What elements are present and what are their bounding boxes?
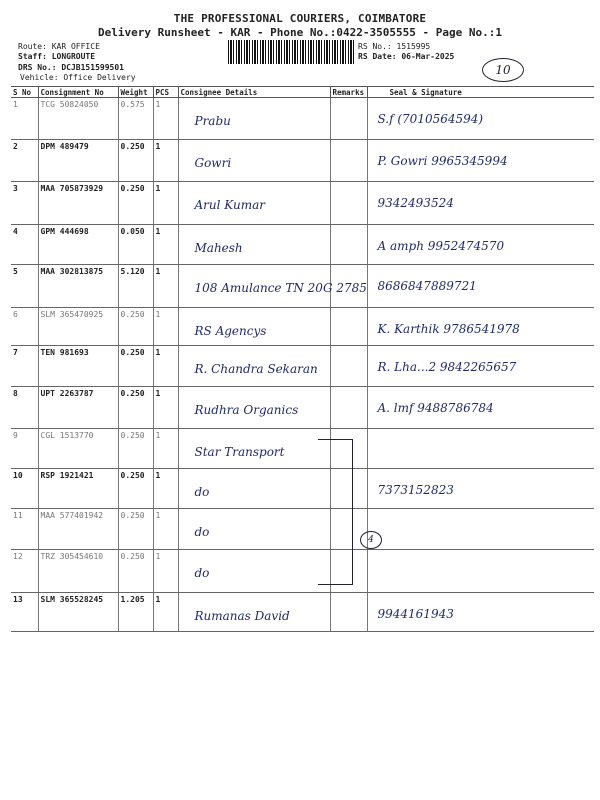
signature-text: S.f (7010564594) <box>377 112 484 126</box>
grouping-bracket <box>318 439 353 585</box>
column-header: Consignment No <box>38 87 118 98</box>
weight-cell: 0.250 <box>118 429 153 469</box>
barcode <box>228 40 356 64</box>
column-header: S No <box>11 87 38 98</box>
remarks-cell <box>330 308 367 346</box>
pieces-cell: 1 <box>153 140 178 182</box>
signature-text: A. lmf 9488786784 <box>377 401 494 415</box>
circled-page-count: 10 <box>482 58 524 82</box>
consignment-number-cell: TEN 981693 <box>38 346 118 387</box>
consignee-cell <box>178 509 330 550</box>
table-row <box>11 98 594 140</box>
remarks-cell <box>330 593 367 632</box>
serial-number-cell: 6 <box>11 308 38 346</box>
signature-cell <box>367 182 594 225</box>
signature-cell <box>367 140 594 182</box>
consignee-cell <box>178 225 330 265</box>
serial-number-cell: 12 <box>11 550 38 593</box>
serial-number-cell: 8 <box>11 387 38 429</box>
signature-cell <box>367 98 594 140</box>
table-row <box>11 429 594 469</box>
table-row <box>11 225 594 265</box>
pieces-cell: 1 <box>153 429 178 469</box>
serial-number-cell: 4 <box>11 225 38 265</box>
pieces-cell: 1 <box>153 509 178 550</box>
consignment-number-cell: RSP 1921421 <box>38 469 118 509</box>
grouping-count: 4 <box>360 531 382 549</box>
table-row <box>11 140 594 182</box>
pieces-cell: 1 <box>153 225 178 265</box>
signature-text: 9944161943 <box>377 607 454 621</box>
consignee-cell <box>178 346 330 387</box>
signature-text: 8686847889721 <box>377 279 477 293</box>
serial-number-cell: 3 <box>11 182 38 225</box>
runsheet-table <box>11 86 594 632</box>
pieces-cell: 1 <box>153 265 178 308</box>
serial-number-cell: 2 <box>11 140 38 182</box>
table-header-row <box>11 87 594 98</box>
consignment-number-cell: MAA 577401942 <box>38 509 118 550</box>
signature-cell <box>367 308 594 346</box>
runsheet-subtitle: Delivery Runsheet - KAR - Phone No.:0422-3505555 - Page No.:1 <box>98 26 502 39</box>
weight-cell: 0.250 <box>118 182 153 225</box>
consignee-cell <box>178 469 330 509</box>
table-row <box>11 182 594 225</box>
weight-cell: 0.250 <box>118 346 153 387</box>
signature-text: K. Karthik 9786541978 <box>377 322 520 336</box>
serial-number-cell: 9 <box>11 429 38 469</box>
remarks-cell <box>330 346 367 387</box>
consignee-name: Rumanas David <box>194 609 290 623</box>
column-header: Remarks <box>330 87 367 98</box>
pieces-cell: 1 <box>153 308 178 346</box>
weight-cell: 0.250 <box>118 550 153 593</box>
pieces-cell: 1 <box>153 469 178 509</box>
consignee-name: do <box>194 485 210 499</box>
signature-cell <box>367 346 594 387</box>
consignee-cell <box>178 387 330 429</box>
consignment-number-cell: GPM 444698 <box>38 225 118 265</box>
signature-cell <box>367 429 594 469</box>
weight-cell: 1.205 <box>118 593 153 632</box>
consignee-cell <box>178 140 330 182</box>
signature-cell <box>367 550 594 593</box>
serial-number-cell: 10 <box>11 469 38 509</box>
serial-number-cell: 7 <box>11 346 38 387</box>
remarks-cell <box>330 225 367 265</box>
pieces-cell: 1 <box>153 387 178 429</box>
pieces-cell: 1 <box>153 593 178 632</box>
column-header: PCS <box>153 87 178 98</box>
route-label: Route: KAR OFFICE <box>18 42 100 51</box>
column-header: Consignee Details <box>178 87 330 98</box>
consignment-number-cell: TRZ 305454610 <box>38 550 118 593</box>
consignment-number-cell: SLM 365528245 <box>38 593 118 632</box>
staff-label: Staff: LONGROUTE <box>18 52 96 61</box>
signature-cell <box>367 593 594 632</box>
consignee-name: do <box>194 566 210 580</box>
serial-number-cell: 13 <box>11 593 38 632</box>
signature-cell <box>367 225 594 265</box>
pieces-cell: 1 <box>153 98 178 140</box>
vehicle-label: Vehicle: Office Delivery <box>20 73 136 82</box>
remarks-cell <box>330 140 367 182</box>
serial-number-cell: 1 <box>11 98 38 140</box>
rs-number: RS No.: 1515995 <box>358 42 431 51</box>
weight-cell: 0.250 <box>118 387 153 429</box>
signature-text: R. Lha...2 9842265657 <box>377 360 517 374</box>
table-row <box>11 346 594 387</box>
signature-cell <box>367 509 594 550</box>
pieces-cell: 1 <box>153 182 178 225</box>
table-row <box>11 308 594 346</box>
column-header: Seal & Signature <box>367 87 594 98</box>
consignment-number-cell: CGL 1513770 <box>38 429 118 469</box>
table-row <box>11 550 594 593</box>
consignee-name: do <box>194 525 210 539</box>
signature-cell <box>367 265 594 308</box>
consignee-name: RS Agencys <box>194 324 267 338</box>
consignee-name: Star Transport <box>194 445 285 459</box>
consignee-cell <box>178 593 330 632</box>
consignee-name: R. Chandra Sekaran <box>194 362 318 376</box>
consignee-name: Prabu <box>194 114 231 128</box>
consignee-cell <box>178 308 330 346</box>
signature-text: A amph 9952474570 <box>377 239 505 253</box>
weight-cell: 0.250 <box>118 509 153 550</box>
pieces-cell: 1 <box>153 550 178 593</box>
weight-cell: 0.250 <box>118 308 153 346</box>
consignee-name: 108 Amulance TN 20G 2785 <box>194 281 367 295</box>
remarks-cell <box>330 98 367 140</box>
serial-number-cell: 11 <box>11 509 38 550</box>
signature-text: 7373152823 <box>377 483 454 497</box>
pieces-cell: 1 <box>153 346 178 387</box>
remarks-cell <box>330 387 367 429</box>
weight-cell: 0.250 <box>118 469 153 509</box>
signature-cell <box>367 469 594 509</box>
consignment-number-cell: MAA 302813875 <box>38 265 118 308</box>
table-row <box>11 593 594 632</box>
table-row <box>11 469 594 509</box>
consignment-number-cell: UPT 2263787 <box>38 387 118 429</box>
serial-number-cell: 5 <box>11 265 38 308</box>
weight-cell: 0.575 <box>118 98 153 140</box>
consignment-number-cell: TCG 50824050 <box>38 98 118 140</box>
weight-cell: 0.250 <box>118 140 153 182</box>
consignment-number-cell: MAA 705873929 <box>38 182 118 225</box>
consignee-name: Arul Kumar <box>194 198 265 212</box>
consignee-cell <box>178 550 330 593</box>
consignee-name: Mahesh <box>194 241 243 255</box>
remarks-cell <box>330 182 367 225</box>
consignee-cell <box>178 98 330 140</box>
table-row <box>11 509 594 550</box>
consignee-cell <box>178 182 330 225</box>
table-row <box>11 265 594 308</box>
rs-date: RS Date: 06-Mar-2025 <box>358 52 455 61</box>
consignee-name: Gowri <box>194 156 232 170</box>
consignment-number-cell: SLM 365470925 <box>38 308 118 346</box>
consignee-name: Rudhra Organics <box>194 403 299 417</box>
signature-text: P. Gowri 9965345994 <box>377 154 508 168</box>
column-header: Weight <box>118 87 153 98</box>
table-row <box>11 387 594 429</box>
consignee-cell <box>178 429 330 469</box>
consignee-cell <box>178 265 367 308</box>
drs-number: DRS No.: DCJB151599501 <box>18 63 124 72</box>
consignment-number-cell: DPM 489479 <box>38 140 118 182</box>
weight-cell: 5.120 <box>118 265 153 308</box>
signature-text: 9342493524 <box>377 196 454 210</box>
company-title: THE PROFESSIONAL COURIERS, COIMBATORE <box>173 12 427 25</box>
weight-cell: 0.050 <box>118 225 153 265</box>
signature-cell <box>367 387 594 429</box>
